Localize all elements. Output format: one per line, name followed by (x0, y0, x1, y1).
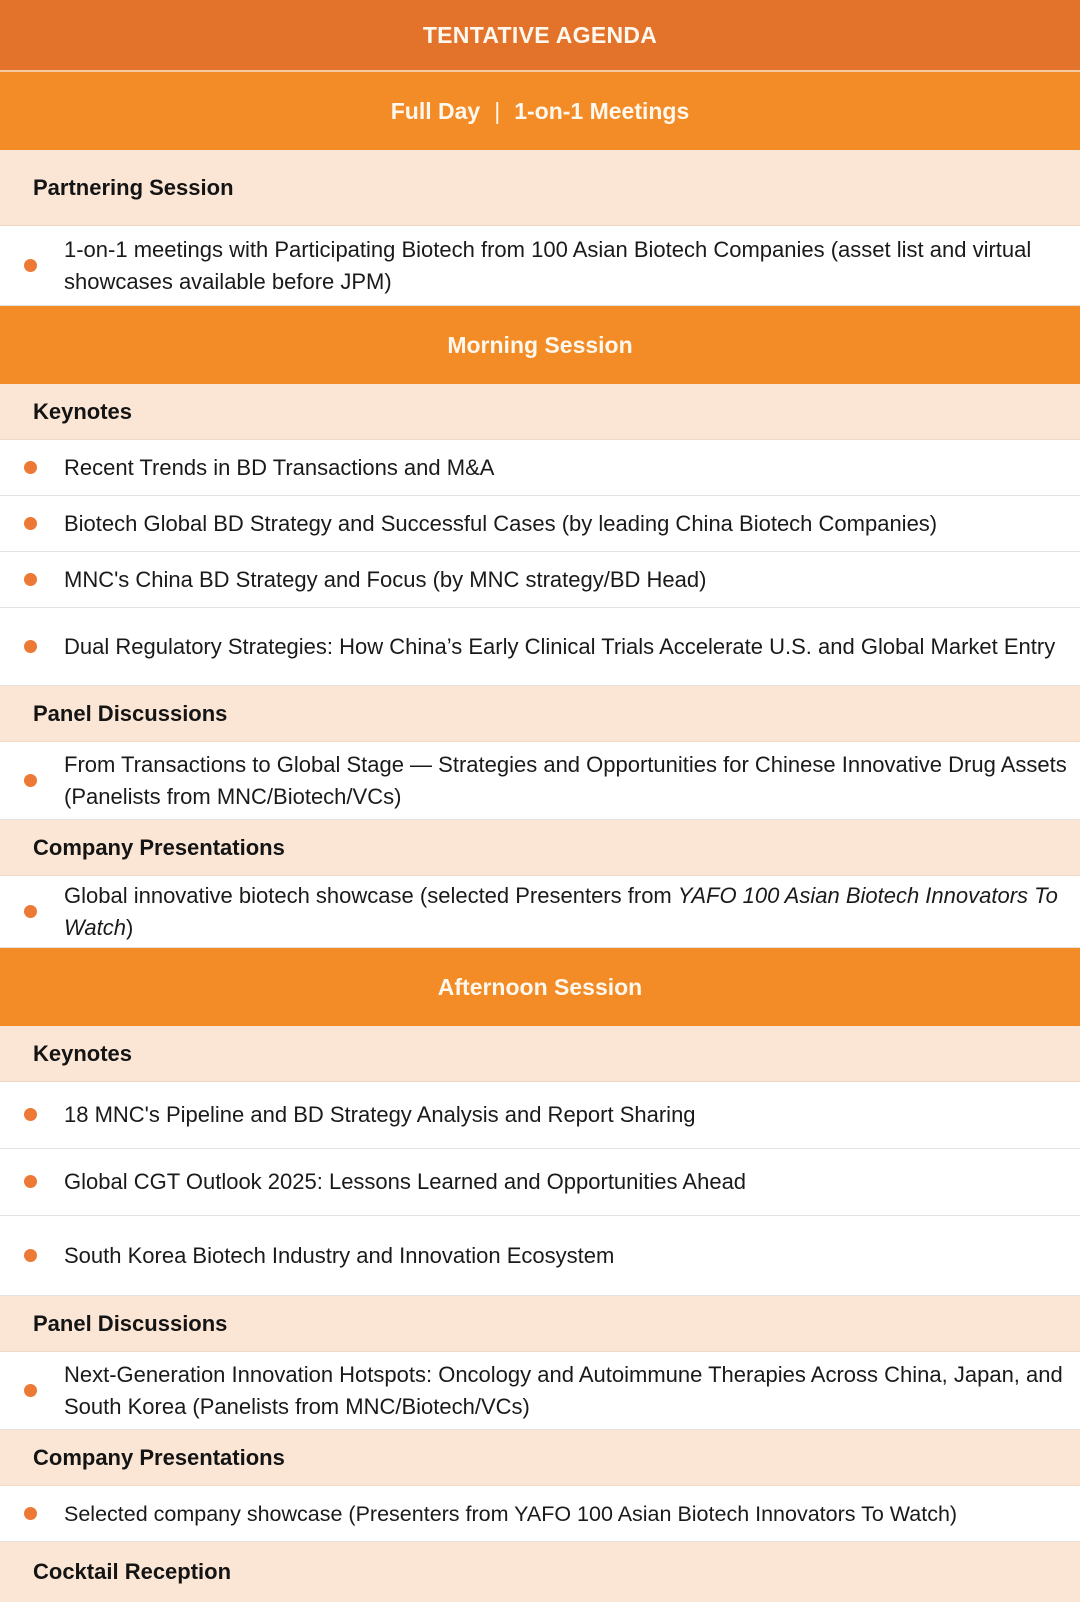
list-item-morning-keynote-2 (0, 496, 1080, 552)
list-item-morning-panel (0, 742, 1080, 820)
bullet-icon (24, 1249, 37, 1262)
agenda-title: TENTATIVE AGENDA (422, 21, 658, 48)
item-text: MNC's China BD Strategy and Focus (by MNC strategy/BD Head) (64, 566, 707, 592)
category-label: Panel Discussions (33, 700, 228, 726)
item-text: From Transactions to Global Stage — Strategies and Opportunities for Chinese Innovative Drug Assets (Panelists from MNC/Biotech/VCs) (64, 751, 1067, 809)
agenda-title-bar (0, 0, 1080, 72)
bullet-icon (24, 905, 37, 918)
session-title: Afternoon Session (437, 973, 643, 1000)
category-label: Panel Discussions (33, 1310, 228, 1336)
category-afternoon-keynotes (0, 1026, 1080, 1082)
category-morning-panel (0, 686, 1080, 742)
subtitle-separator: | (494, 97, 501, 124)
item-text: 1-on-1 meetings with Participating Biotech from 100 Asian Biotech Companies (asset list and virtual showcases available before JPM) (64, 236, 1032, 294)
category-label: Keynotes (33, 398, 133, 424)
list-item-morning-presentation (0, 876, 1080, 948)
category-cocktail-reception (0, 1542, 1080, 1602)
bullet-icon (24, 517, 37, 530)
list-item-morning-keynote-3 (0, 552, 1080, 608)
list-item-afternoon-keynote-1 (0, 1082, 1080, 1149)
bullet-icon (24, 1384, 37, 1397)
subtitle-full-day: Full Day (390, 97, 481, 124)
item-text (64, 880, 1068, 944)
list-item-afternoon-panel (0, 1352, 1080, 1430)
item-text: Selected company showcase (Presenters from YAFO 100 Asian Biotech Innovators To Watch) (64, 1501, 958, 1526)
category-label: Partnering Session (33, 174, 234, 200)
bullet-icon (24, 259, 37, 272)
bullet-icon (24, 640, 37, 653)
category-label: Keynotes (33, 1040, 133, 1066)
category-label: Cocktail Reception (33, 1559, 232, 1584)
category-partnering-session (0, 150, 1080, 226)
bullet-icon (24, 461, 37, 474)
agenda-subtitle-bar (0, 72, 1080, 150)
item-text-italic: YAFO 100 Asian Biotech Innovators To Watch (64, 882, 1058, 940)
list-item-morning-keynote-1 (0, 440, 1080, 496)
bullet-icon (24, 1175, 37, 1188)
item-text: Global CGT Outlook 2025: Lessons Learned and Opportunities Ahead (64, 1169, 747, 1194)
category-label: Company Presentations (33, 1444, 285, 1470)
item-text: South Korea Biotech Industry and Innovation Ecosystem (64, 1242, 615, 1268)
category-label: Company Presentations (33, 834, 285, 860)
bullet-icon (24, 573, 37, 586)
list-item-afternoon-presentation (0, 1486, 1080, 1542)
item-text-prefix: Global innovative biotech showcase (selected Presenters from (64, 882, 678, 908)
bullet-icon (24, 1108, 37, 1121)
category-afternoon-panel (0, 1296, 1080, 1352)
list-item-afternoon-keynote-2 (0, 1149, 1080, 1216)
category-afternoon-presentations (0, 1430, 1080, 1486)
category-morning-keynotes (0, 384, 1080, 440)
subtitle-meetings: 1-on-1 Meetings (514, 97, 690, 124)
category-morning-presentations (0, 820, 1080, 876)
session-bar-morning (0, 306, 1080, 384)
bullet-icon (24, 1507, 37, 1520)
item-text-suffix: ) (125, 914, 134, 940)
item-text: Next-Generation Innovation Hotspots: Oncology and Autoimmune Therapies Across China, Japan, and South Korea (Panelists from MNC/Biotech/VCs) (64, 1361, 1063, 1419)
item-text: 18 MNC's Pipeline and BD Strategy Analysis and Report Sharing (64, 1102, 696, 1127)
item-text: Dual Regulatory Strategies: How China’s Early Clinical Trials Accelerate U.S. and Global Market Entry (64, 633, 1056, 659)
session-title: Morning Session (447, 331, 633, 358)
list-item-afternoon-keynote-3 (0, 1216, 1080, 1296)
item-text: Biotech Global BD Strategy and Successful Cases (by leading China Biotech Companies) (64, 510, 938, 536)
item-text: Recent Trends in BD Transactions and M&A (64, 454, 495, 480)
session-bar-afternoon (0, 948, 1080, 1026)
list-item-morning-keynote-4 (0, 608, 1080, 686)
list-item-partnering (0, 226, 1080, 306)
bullet-icon (24, 774, 37, 787)
